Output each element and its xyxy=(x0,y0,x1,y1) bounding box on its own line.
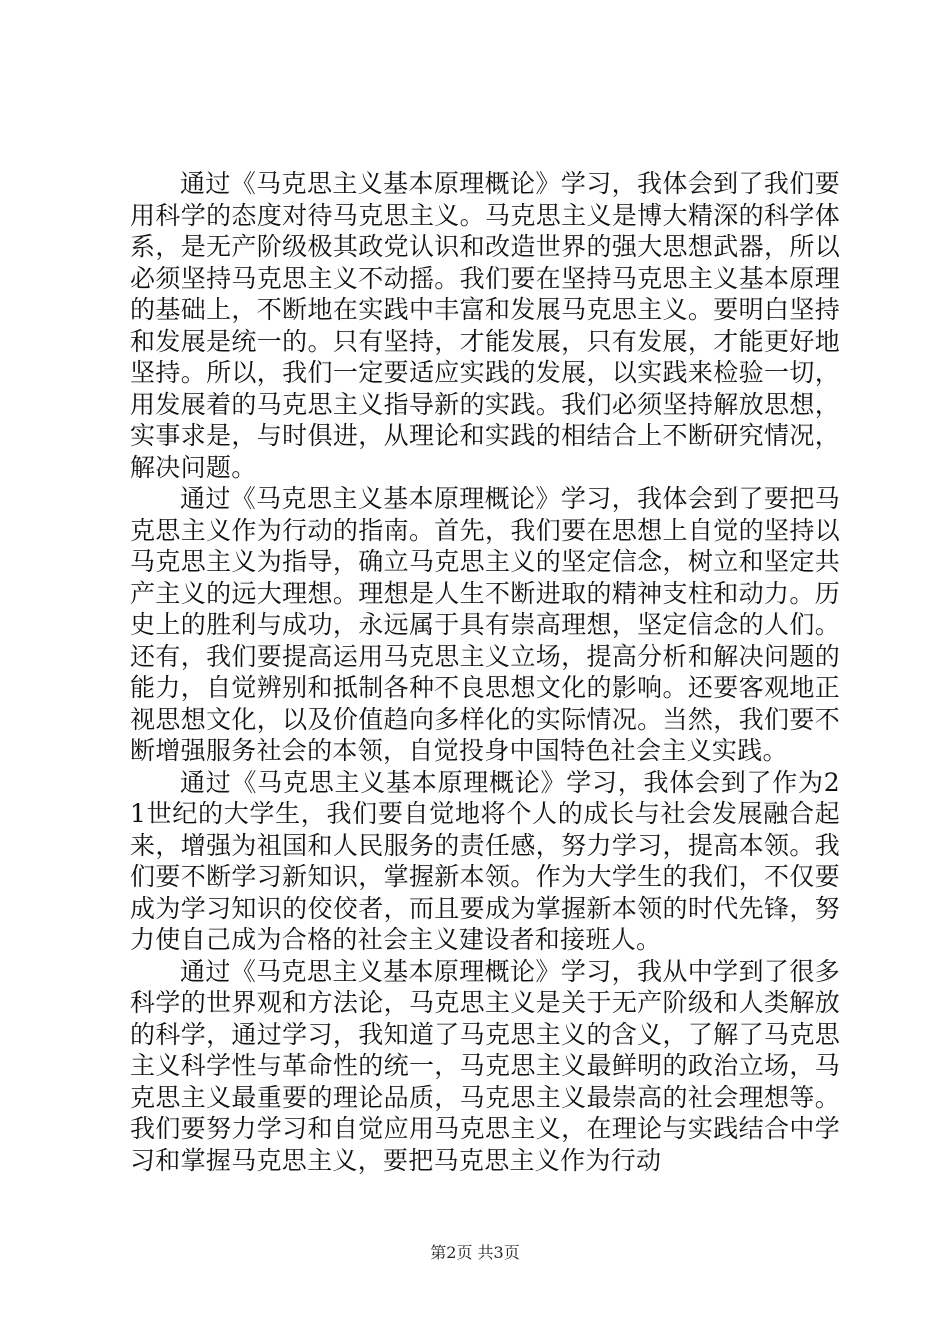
paragraph-1: 通过《马克思主义基本原理概论》学习，我体会到了我们要用科学的态度对待马克思主义。马克思主义是博大精深的科学体系，是无产阶级极其政党认识和改造世界的强大思想武器，所以必须坚持马克思主义不动摇。我们要在坚持马克思主义基本原理的基础上，不断地在实践中丰富和发展马克思主义。要明白坚持和发展是统一的。只有坚持，才能发展，只有发展，才能更好地坚持。所以，我们一定要适应实践的发展，以实践来检验一切，用发展着的马克思主义指导新的实践。我们必须坚持解放思想，实事求是，与时俱进，从理论和实践的相结合上不断研究情况，解决问题。 xyxy=(130,169,840,482)
document-body xyxy=(130,168,840,1176)
paragraph-4: 通过《马克思主义基本原理概论》学习，我从中学到了很多科学的世界观和方法论，马克思主义是关于无产阶级和人类解放的科学，通过学习，我知道了马克思主义的含义，了解了马克思主义科学性与革命性的统一，马克思主义最鲜明的政治立场，马克思主义最重要的理论品质，马克思主义最崇高的社会理想等。我们要努力学习和自觉应用马克思主义，在理论与实践结合中学习和掌握马克思主义，要把马克思主义作为行动 xyxy=(130,956,840,1175)
paragraph-3: 通过《马克思主义基本原理概论》学习，我体会到了作为21世纪的大学生，我们要自觉地将个人的成长与社会发展融合起来，增强为祖国和人民服务的责任感，努力学习，提高本领。我们要不断学习新知识，掌握新本领。作为大学生的我们，不仅要成为学习知识的佼佼者，而且要成为掌握新本领的时代先锋，努力使自己成为合格的社会主义建设者和接班人。 xyxy=(130,767,840,954)
page-footer: 第2页 共3页 xyxy=(430,1243,520,1262)
paragraph-2: 通过《马克思主义基本原理概论》学习，我体会到了要把马克思主义作为行动的指南。首先，我们要在思想上自觉的坚持以马克思主义为指导，确立马克思主义的坚定信念，树立和坚定共产主义的远大理想。理想是人生不断进取的精神支柱和动力。历史上的胜利与成功，永远属于具有崇高理想，坚定信念的人们。还有，我们要提高运用马克思主义立场，提高分析和解决问题的能力，自觉辨别和抵制各种不良思想文化的影响。还要客观地正视思想文化，以及价值趋向多样化的实际情况。当然，我们要不断增强服务社会的本领，自觉投身中国特色社会主义实践。 xyxy=(130,484,840,765)
